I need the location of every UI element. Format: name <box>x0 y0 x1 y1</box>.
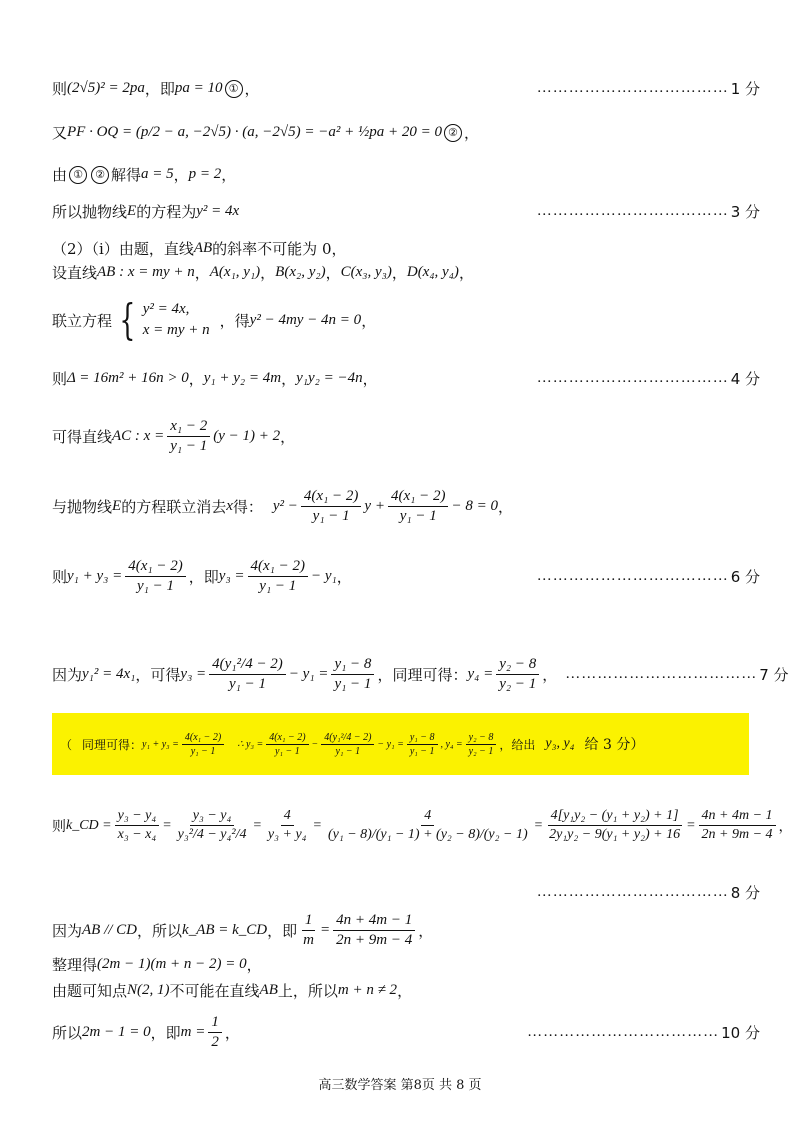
denominator: 2y₁y₂ − 9(y₁ + y₂) + 16 <box>549 827 681 842</box>
equation: AB // CD <box>82 922 138 938</box>
equation: x = my + n <box>142 322 210 338</box>
equation: y₃ = <box>218 568 245 584</box>
text: ， <box>542 666 558 684</box>
score-label: 6 分 <box>730 568 760 586</box>
solution-line-3 <box>52 164 760 185</box>
text: 则 <box>52 818 66 835</box>
leader-dots: ……………………………… <box>536 80 729 96</box>
numerator: 4[y₁y₂ − (y₁ + y₂) + 1] <box>548 808 682 826</box>
score-label: 4 分 <box>730 370 760 388</box>
denominator: 2n + 9m − 4 <box>701 827 773 842</box>
numerator: 4(x₁ − 2) <box>301 488 362 507</box>
text: 因为 <box>52 922 83 940</box>
text: 则 <box>52 370 68 388</box>
text: 与抛物线 <box>52 498 113 516</box>
fraction <box>333 912 415 949</box>
equation: m + n ≠ 2 <box>337 982 398 998</box>
text: 不可能在直线 <box>169 982 260 1000</box>
numerator: y₁ − 8 <box>331 656 374 675</box>
denominator: y₁ − 1 <box>312 508 350 524</box>
fraction <box>699 808 776 843</box>
text: ，给出 <box>499 737 536 752</box>
fraction <box>546 808 683 843</box>
denominator: m <box>303 932 314 948</box>
circled-number: ② <box>91 166 109 184</box>
equals-sign: = <box>686 817 696 833</box>
equation: k_AB = k_CD <box>182 922 268 938</box>
score-label: 3 分 <box>730 203 760 221</box>
circled-number: ② <box>444 124 462 142</box>
text: 因为 <box>52 666 83 684</box>
solution-line-7 <box>52 295 760 345</box>
text: 的方程为 <box>136 203 197 221</box>
numerator: 4(x₁ − 2) <box>182 732 224 745</box>
text: ， <box>336 568 352 586</box>
numerator: y₂ − 8 <box>496 656 539 675</box>
fraction <box>388 488 449 525</box>
text: ， <box>391 264 407 282</box>
variable: AB <box>259 982 278 998</box>
fraction <box>321 732 374 757</box>
fraction <box>265 808 310 843</box>
numerator: 4(x₁ − 2) <box>388 488 449 507</box>
text: ， <box>281 370 297 388</box>
equation: − 8 = 0 <box>451 498 498 514</box>
equation: y₁² = 4x₁ <box>82 666 136 682</box>
score-label: 7 分 <box>759 666 789 684</box>
text: 联立方程 <box>52 311 113 330</box>
text: 给 3 分） <box>584 737 645 753</box>
solution-line-8 <box>52 368 760 389</box>
text: ， <box>244 80 260 98</box>
fraction <box>115 808 160 843</box>
denominator: y₁ − 1 <box>409 745 435 757</box>
text: ， <box>361 311 377 330</box>
text: ，可得 <box>135 666 181 684</box>
fraction <box>300 912 317 949</box>
equation: (2√5)² = 2pa <box>67 80 145 96</box>
equation: ∴ y₃ = <box>237 738 264 750</box>
numerator: 1 <box>208 1014 222 1033</box>
solution-line-10 <box>52 488 760 525</box>
text: 的斜率不可能为 0， <box>212 240 347 258</box>
fraction <box>301 488 362 525</box>
numerator: 4(x₁ − 2) <box>248 558 309 577</box>
numerator: 4n + 4m − 1 <box>333 912 415 931</box>
fraction <box>466 732 497 757</box>
point: A(x₁, y₁) <box>209 264 261 280</box>
numerator: 4(y₁²/4 − 2) <box>321 732 374 745</box>
variable: x <box>226 498 233 514</box>
point: C(x₃, y₃) <box>340 264 392 280</box>
solution-line-17 <box>52 980 760 1001</box>
text: ， <box>246 956 262 974</box>
solution-line-14 <box>52 882 760 903</box>
text: 可得直线 <box>52 428 113 446</box>
denominator: x₃ − x₄ <box>117 827 157 842</box>
text: ， <box>224 1024 240 1042</box>
equation: y₄ = <box>467 666 494 682</box>
equation: m = <box>180 1024 206 1040</box>
text: 解得 <box>111 166 142 184</box>
text: ， <box>260 264 276 282</box>
leader-dots: ……………………………… <box>527 1024 720 1040</box>
numerator: 1 <box>302 912 316 931</box>
text: ， <box>188 370 204 388</box>
equation: y₁ + y₃ = <box>67 568 123 584</box>
variable: E <box>127 203 137 219</box>
text: ，同理可得： <box>377 666 468 684</box>
grading-note-content <box>60 713 741 775</box>
equation: y + <box>364 498 385 514</box>
equation: y₁ + y₃ = <box>142 738 179 750</box>
leader-dots: ……………………………… <box>536 203 729 219</box>
text: 整理得 <box>52 956 98 974</box>
equals-sign: = <box>162 817 172 833</box>
denominator: y₁ − 1 <box>228 676 266 692</box>
leader-dots: ……………………………… <box>565 666 758 682</box>
text: ， <box>173 166 189 184</box>
text: 又 <box>52 124 68 142</box>
text: 同理可得： <box>82 737 143 752</box>
text: （2）（i）由题，直线 <box>52 240 194 258</box>
variable: y₃, y₄ <box>545 736 575 751</box>
variable: AB <box>193 240 213 256</box>
fraction <box>167 418 210 455</box>
equation: 2m − 1 = 0 <box>82 1024 151 1040</box>
fraction <box>175 808 250 843</box>
fraction <box>182 732 224 757</box>
denominator: y₂ − 1 <box>468 745 494 757</box>
equation: (y − 1) + 2 <box>213 428 281 444</box>
text: ，所以 <box>137 922 183 940</box>
text: ， <box>418 922 434 940</box>
equation: Δ = 16m² + 16n > 0 <box>67 370 189 386</box>
numerator: x₁ − 2 <box>167 418 210 437</box>
text: （ <box>60 737 73 752</box>
point: D(x₄, y₄) <box>406 264 459 280</box>
equation: y₁ + y₂ = 4m <box>203 370 282 386</box>
denominator: y₁ − 1 <box>259 578 297 594</box>
text: ， <box>325 264 341 282</box>
text: 得： <box>232 498 263 516</box>
variable: E <box>112 498 122 514</box>
leader-dots: ……………………………… <box>536 568 729 584</box>
leader-dots: ……………………………… <box>536 884 729 900</box>
equation: − y₁ = <box>377 738 404 750</box>
solution-line-12 <box>52 656 789 693</box>
solution-line-15 <box>52 912 760 949</box>
equals-sign: = <box>252 817 262 833</box>
numerator: y₃ − y₄ <box>115 808 160 826</box>
solution-line-1 <box>52 78 760 99</box>
numerator: y₃ − y₄ <box>190 808 235 826</box>
solution-line-5 <box>52 238 760 259</box>
equals-sign: = <box>533 817 544 833</box>
page-footer: 高三数学答案 第8页 共 8 页 <box>318 1078 482 1093</box>
denominator: y₃ + y₄ <box>267 827 307 842</box>
denominator: y₁ − 1 <box>335 745 361 757</box>
numerator: y₁ − 8 <box>407 732 438 745</box>
text: ， <box>362 370 378 388</box>
leader-dots: ……………………………… <box>536 370 729 386</box>
numerator: 4n + 4m − 1 <box>699 808 776 826</box>
denominator: y₁ − 1 <box>334 676 372 692</box>
text: 所以抛物线 <box>52 203 128 221</box>
text: 则 <box>52 568 68 586</box>
fraction <box>325 808 531 843</box>
denominator: 2 <box>211 1034 219 1050</box>
equals-sign: = <box>320 922 331 938</box>
solution-line-16 <box>52 954 760 975</box>
fraction <box>208 1014 222 1051</box>
text: ，即 <box>188 568 219 586</box>
equation: y₃ = <box>180 666 207 682</box>
text: ， <box>458 264 474 282</box>
equation-system <box>143 301 210 339</box>
text: 的方程联立消去 <box>121 498 227 516</box>
text: 由 <box>52 166 68 184</box>
equation: − y₁ <box>311 568 337 584</box>
text: ，即 <box>144 80 175 98</box>
numerator: 4(x₁ − 2) <box>125 558 186 577</box>
numerator: 4(y₁²/4 − 2) <box>209 656 286 675</box>
equation: (2m − 1)(m + n − 2) = 0 <box>97 956 247 972</box>
point: B(x₂, y₂) <box>275 264 326 280</box>
solution-line-2 <box>52 122 760 143</box>
equation: a = 5 <box>141 166 174 182</box>
equation: p = 2 <box>188 166 222 182</box>
fraction <box>266 732 308 757</box>
text: ， <box>397 982 413 1000</box>
equation: y² = 4x <box>196 203 240 219</box>
text: 设直线 <box>52 264 98 282</box>
equation: pa = 10 <box>174 80 223 96</box>
solution-line-6 <box>52 262 760 283</box>
fraction <box>496 656 539 693</box>
fraction <box>248 558 309 595</box>
equation: y² − <box>272 498 298 514</box>
equation: , y₄ = <box>440 738 463 750</box>
solution-line-11 <box>52 558 760 595</box>
equation: y₁y₂ = −4n <box>296 370 363 386</box>
text: ， <box>280 428 296 446</box>
text: ， <box>221 166 237 184</box>
equation: − <box>311 738 319 750</box>
text: 由题可知点 <box>52 982 128 1000</box>
denominator: y₁ − 1 <box>170 438 208 454</box>
text: ，即 <box>267 922 298 940</box>
highlighted-grading-note <box>52 713 749 775</box>
score-label: 8 分 <box>730 884 760 902</box>
fraction <box>209 656 286 693</box>
equation: − y₁ = <box>288 666 329 682</box>
denominator: y₃²/4 − y₄²/4 <box>177 827 247 842</box>
numerator: 4 <box>421 808 434 826</box>
circled-number: ① <box>69 166 87 184</box>
score-label: 10 分 <box>721 1024 760 1042</box>
denominator: y₁ − 1 <box>190 745 216 757</box>
fraction <box>407 732 438 757</box>
text: ， <box>778 818 793 835</box>
denominator: y₁ − 1 <box>399 508 437 524</box>
text: 所以 <box>52 1024 83 1042</box>
denominator: y₂ − 1 <box>499 676 537 692</box>
equation: AB : x = my + n <box>97 264 195 280</box>
fraction <box>331 656 374 693</box>
numerator: 4 <box>281 808 294 826</box>
denominator: 2n + 9m − 4 <box>336 932 413 948</box>
equation: AC : x = <box>112 428 165 444</box>
score-label: 1 分 <box>730 80 760 98</box>
solution-line-4 <box>52 201 760 222</box>
denominator: y₁ − 1 <box>137 578 175 594</box>
numerator: y₂ − 8 <box>466 732 497 745</box>
solution-line-18 <box>52 1014 760 1051</box>
text: ，得 <box>219 311 250 330</box>
text: ，即 <box>150 1024 181 1042</box>
point: N(2, 1) <box>127 982 170 998</box>
fraction <box>125 558 186 595</box>
equation: y² = 4x, <box>142 301 190 317</box>
text: ， <box>194 264 210 282</box>
numerator: 4(x₁ − 2) <box>266 732 308 745</box>
denominator: y₁ − 1 <box>275 745 300 757</box>
equation: PF · OQ = (p/2 − a, −2√5) · (a, −2√5) = −a² + ½pa + 20 = 0 <box>67 124 442 140</box>
equals-sign: = <box>312 817 322 833</box>
brace-icon: { <box>119 295 136 344</box>
text: ， <box>497 498 513 516</box>
text: 上，所以 <box>277 982 338 1000</box>
equation: y² − 4my − 4n = 0 <box>249 311 362 328</box>
circled-number: ① <box>225 80 243 98</box>
equation: k_CD = <box>66 817 112 833</box>
text: 则 <box>52 80 68 98</box>
text: ， <box>463 124 479 142</box>
solution-line-13 <box>52 808 793 843</box>
solution-line-9 <box>52 418 760 455</box>
denominator: (y₁ − 8)/(y₁ − 1) + (y₂ − 8)/(y₂ − 1) <box>327 827 528 842</box>
